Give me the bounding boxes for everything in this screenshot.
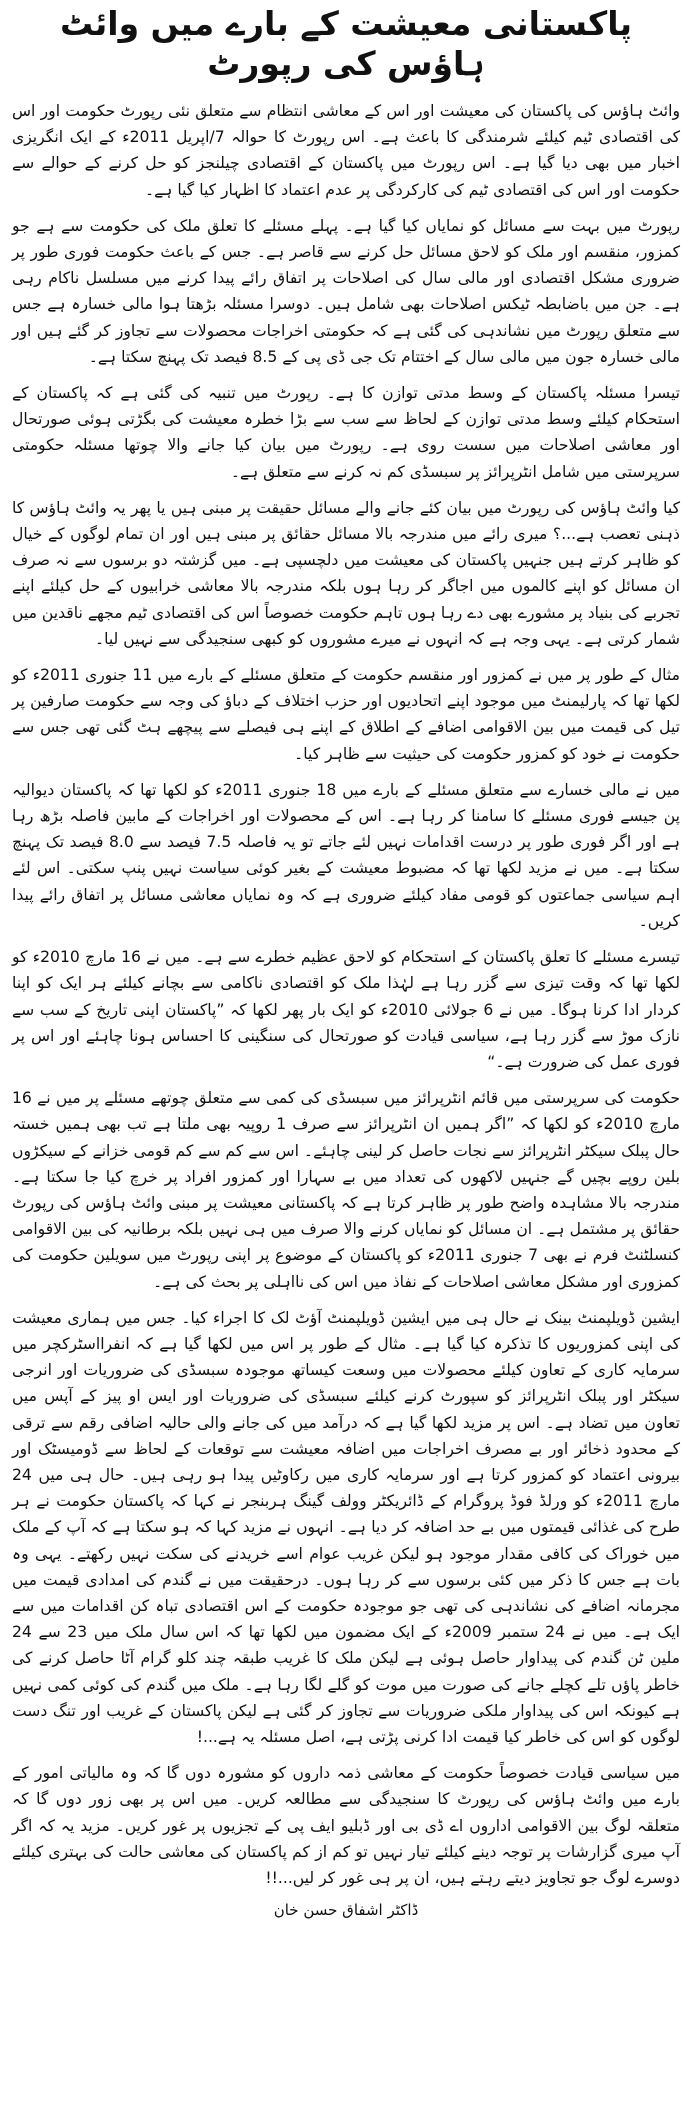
article-paragraph: مثال کے طور پر میں نے کمزور اور منقسم حکومت کے متعلق مسئلے کے بارے میں 11 جنوری 2011ء کو لکھا تھا کہ پارلیمنٹ میں موجود اپنے اتحادیوں اور حزب اختلاف کے دباؤ کی وجہ سے حکومت صارفین پر تیل کی قیمت میں بین الاقوامی اضافے کے اطلاق کے اپنے ہی فیصلے سے پیچھے ہٹ گئی تھی جس سے حکومت نے خود کو کمزور حکومت کی حیثیت سے ظاہر کیا۔ <box>12 666 680 763</box>
article-paragraph: میں سیاسی قیادت خصوصاً حکومت کے معاشی ذمہ داروں کو مشورہ دوں گا کہ وہ مالیاتی امور کے بارے میں وائٹ ہاؤس کی رپورٹ کا سنجیدگی سے مطالعہ کریں۔ میں اس پر بھی زور دوں گا کہ متعلقہ لوگ بین الاقوامی اداروں اے ڈی بی اور ڈبلیو ایف پی کے تجزیوں پر غور کریں۔ مزید یہ کہ اگر آپ میری گزارشات پر توجہ دینے کیلئے تیار نہیں تو کم از کم پاکستان کی معاشی حالت کی بہتری کیلئے دوسرے لوگ جو تجاویز دیتے رہتے ہیں، ان پر ہی غور کر لیں...!! <box>12 1764 680 1887</box>
article-paragraph: رپورٹ میں بہت سے مسائل کو نمایاں کیا گیا ہے۔ پہلے مسئلے کا تعلق ملک کی حکومت سے ہے جو کمزور، منقسم اور ملک کو لاحق مسائل حل کرنے سے قاصر ہے۔ جس کے باعث حکومت فوری طور پر ضروری مشکل اقتصادی اور مالی سال کی اصلاحات پر اتفاق رائے پیدا کرنے میں مسلسل ناکام رہی ہے۔ جن میں باضابطہ ٹیکس اصلاحات بھی شامل ہیں۔ دوسرا مسئلہ بڑھتا ہوا مالی خسارہ ہے جس سے متعلق رپورٹ میں نشاندہی کی گئی ہے کہ حکومتی اخراجات محصولات سے تجاوز کر گئے ہیں اور مالی خسارہ جون میں مالی سال کے اختتام تک جی ڈی پی کے 8.5 فیصد تک پہنچ سکتا ہے۔ <box>12 216 680 366</box>
article-body <box>12 98 680 1891</box>
article-paragraph: حکومت کی سرپرستی میں قائم انٹرپرائز میں سبسڈی کی کمی سے متعلق چوتھے مسئلے پر میں نے 16 مارچ 2010ء کو لکھا کہ ”اگر ہمیں ان انٹرپرائز سے صرف 1 روپیہ بھی ملتا ہے تب بھی ہمیں خستہ حال پبلک سیکٹر انٹرپرائز سے نجات حاصل کر لینی چاہئے۔ اس سے کم سے کم قومی خزانے کے سیکڑوں بلین روپے بچیں گے جنہیں لاکھوں کی تعداد میں بے سہارا اور کمزور افراد پر خرچ کیا جا سکتا ہے۔ مندرجہ بالا مشاہدہ واضح طور پر ظاہر کرتا ہے کہ پاکستانی معیشت پر مبنی وائٹ ہاؤس کی رپورٹ حقائق پر مشتمل ہے۔ ان مسائل کو نمایاں کرنے والا صرف میں ہی نہیں بلکہ برطانیہ کی بین الاقوامی کنسلٹنٹ فرم نے بھی 7 جنوری 2011ء کو پاکستان کے موضوع پر اپنی رپورٹ میں سویلین حکومت کی کمزوری اور مشکل معاشی اصلاحات کے نفاذ میں اس کی نااہلی پر بحث کی ہے۔ <box>12 1089 680 1291</box>
article-paragraph: میں نے مالی خسارے سے متعلق مسئلے کے بارے میں 18 جنوری 2011ء کو لکھا تھا کہ پاکستان دیوالیہ پن جیسے فوری مسئلے کا سامنا کر رہا ہے۔ اس کے محصولات اور اخراجات کے مابین فاصلہ بڑھ رہا ہے اور اگر فوری طور پر درست اقدامات نہیں لئے جاتے تو یہ فاصلہ 7.5 فیصد سے 8.0 فیصد تک پہنچ سکتا ہے۔ میں نے مزید لکھا تھا کہ مضبوط معیشت کے بغیر کوئی سیاست نہیں پنپ سکتی۔ اس لئے اہم سیاسی جماعتوں کو قومی مفاد کیلئے ضروری ہے کہ وہ نمایاں معاشی مسائل پر اتفاق رائے پیدا کریں۔ <box>12 780 680 930</box>
article-paragraph: تیسرا مسئلہ پاکستان کے وسط مدتی توازن کا ہے۔ رپورٹ میں تنبیہ کی گئی ہے کہ پاکستان کے استحکام کیلئے وسط مدتی توازن کے لحاظ سے سب سے بڑا خطرہ معیشت کی بگڑتی ہوئی صورتحال اور معاشی اصلاحات میں سست روی ہے۔ رپورٹ میں بیان کیا جانے والا چوتھا مسئلہ حکومتی سرپرستی میں شامل انٹرپرائز پر سبسڈی کم نہ کرنے سے متعلق ہے۔ <box>12 384 680 481</box>
article-title: پاکستانی معیشت کے بارے میں وائٹ ہاؤس کی رپورٹ <box>59 4 633 83</box>
article-paragraph: تیسرے مسئلے کا تعلق پاکستان کے استحکام کو لاحق عظیم خطرے سے ہے۔ میں نے 16 مارچ 2010ء کو لکھا تھا کہ وقت تیزی سے گزر رہا ہے لہٰذا ملک کو اقتصادی ناکامی سے بچانے کیلئے ہر ایک کو اپنا کردار ادا کرنا ہوگا۔ میں نے 6 جولائی 2010ء کو ایک بار پھر لکھا کہ ”پاکستان اپنی تاریخ کے سب سے نازک موڑ سے گزر رہا ہے، سیاسی قیادت کو صورتحال کی سنگینی کا احساس ہونا چاہئے اور اس پر فوری عمل کی ضرورت ہے۔“ <box>12 948 681 1071</box>
author-byline: ڈاکٹر اشفاق حسن خان <box>273 1901 419 1920</box>
article-paragraph: کیا وائٹ ہاؤس کی رپورٹ میں بیان کئے جانے والے مسائل حقیقت پر مبنی ہیں یا پھر یہ وائٹ ہاؤس کا ذہنی تعصب ہے...؟ میری رائے میں مندرجہ بالا مسائل حقائق پر مبنی ہیں اور ان تمام لوگوں کے خیال کو ظاہر کرتے ہیں جنہیں پاکستان کی معیشت میں دلچسپی ہے۔ میں گزشتہ دو برسوں سے نہ صرف ان مسائل کو اپنے کالموں میں اجاگر کر رہا ہوں بلکہ مندرجہ بالا معاشی خرابیوں کے حل کیلئے اپنے تجربے کی بنیاد پر مشورے بھی دے رہا ہوں تاہم حکومت خصوصاً اس کی اقتصادی ٹیم مجھے ناقدین میں شمار کرتی ہے۔ یہی وجہ ہے کہ انہوں نے میرے مشوروں کو کبھی سنجیدگی سے نہیں لیا۔ <box>12 498 680 648</box>
article-paragraph: ایشین ڈویلپمنٹ بینک نے حال ہی میں ایشین ڈویلپمنٹ آؤٹ لک کا اجراء کیا۔ جس میں ہماری معیشت کی اپنی کمزوریوں کا تذکرہ کیا گیا ہے۔ مثال کے طور پر اس میں لکھا گیا ہے کہ انفرااسٹرکچر میں سرمایہ کاری کے تعاون کیلئے محصولات میں وسعت کیساتھ موجودہ سبسڈی کی ضروریات اور انرجی سیکٹر اور پبلک انٹرپرائز کو سپورٹ کرنے کیلئے سبسڈی کی ضروریات اور ایس او پیز کے آپس میں تعاون میں تضاد ہے۔ اس پر مزید لکھا گیا ہے کہ درآمد میں کی جانے والی حالیہ اضافی رقم سے ترقی کے محدود ذخائر اور بے مصرف اخراجات میں اضافہ معیشت سے توقعات کے لحاظ سے ڈومیسٹک اور بیرونی اعتماد کو کمزور کرتا ہے اور سرمایہ کاری میں رکاوٹیں پیدا ہو رہی ہیں۔ حال ہی میں 24 مارچ 2011ء کو ورلڈ فوڈ پروگرام کے ڈائریکٹر وولف گینگ ہربنجر نے کہا کہ پاکستان حکومت نے ہر طرح کی غذائی قیمتوں میں بے حد اضافہ کر دیا ہے۔ انہوں نے مزید کہا کہ ہو سکتا ہے کہ آپ کے ملک میں خوراک کی کافی مقدار موجود ہو لیکن غریب عوام اسے خریدنے کی سکت نہیں رکھتے۔ یہی وہ بات ہے جس کا ذکر میں کئی برسوں سے کر رہا ہوں۔ درحقیقت میں نے گندم کی امدادی قیمت میں مجرمانہ اضافے کی نشاندہی کی تھی جو موجودہ حکومت کے اس اقتصادی تباہ کن اقدامات میں سے ایک ہے۔ میں نے 24 ستمبر 2009ء کے ایک مضمون میں لکھا تھا کہ اس سال ملک میں 23 سے 24 ملین ٹن گندم کی پیداوار حاصل ہوئی ہے لیکن ملک کا غریب طبقہ چند کلو گرام آٹا حاصل کرنے کی خاطر پاؤں تلے کچلے جانے کی صورت میں موت کو گلے لگا رہا ہے۔ ملک میں گندم کی کوئی کمی نہیں ہے کیونکہ اس کی پیداوار ملکی ضروریات سے تجاوز کر گئی ہے لیکن پاکستان کے غریب اور تنگ دست لوگوں کو اس کی خاطر کیا قیمت ادا کرنی پڑتی ہے، اصل مسئلہ یہ ہے...! <box>12 1308 681 1746</box>
article-paragraph: وائٹ ہاؤس کی پاکستان کی معیشت اور اس کے معاشی انتظام سے متعلق نئی رپورٹ حکومت اور اس کی اقتصادی ٹیم کیلئے شرمندگی کا باعث ہے۔ اس رپورٹ کا حوالہ 7/اپریل 2011ء کے ایک انگریزی اخبار میں بھی دیا گیا ہے۔ اس رپورٹ میں پاکستان کے اقتصادی چیلنجز کو حل کرنے کے حوالے سے حکومت اور اس کی اقتصادی ٹیم کی کارکردگی پر عدم اعتماد کا اظہار کیا گیا ہے۔ <box>12 102 680 199</box>
